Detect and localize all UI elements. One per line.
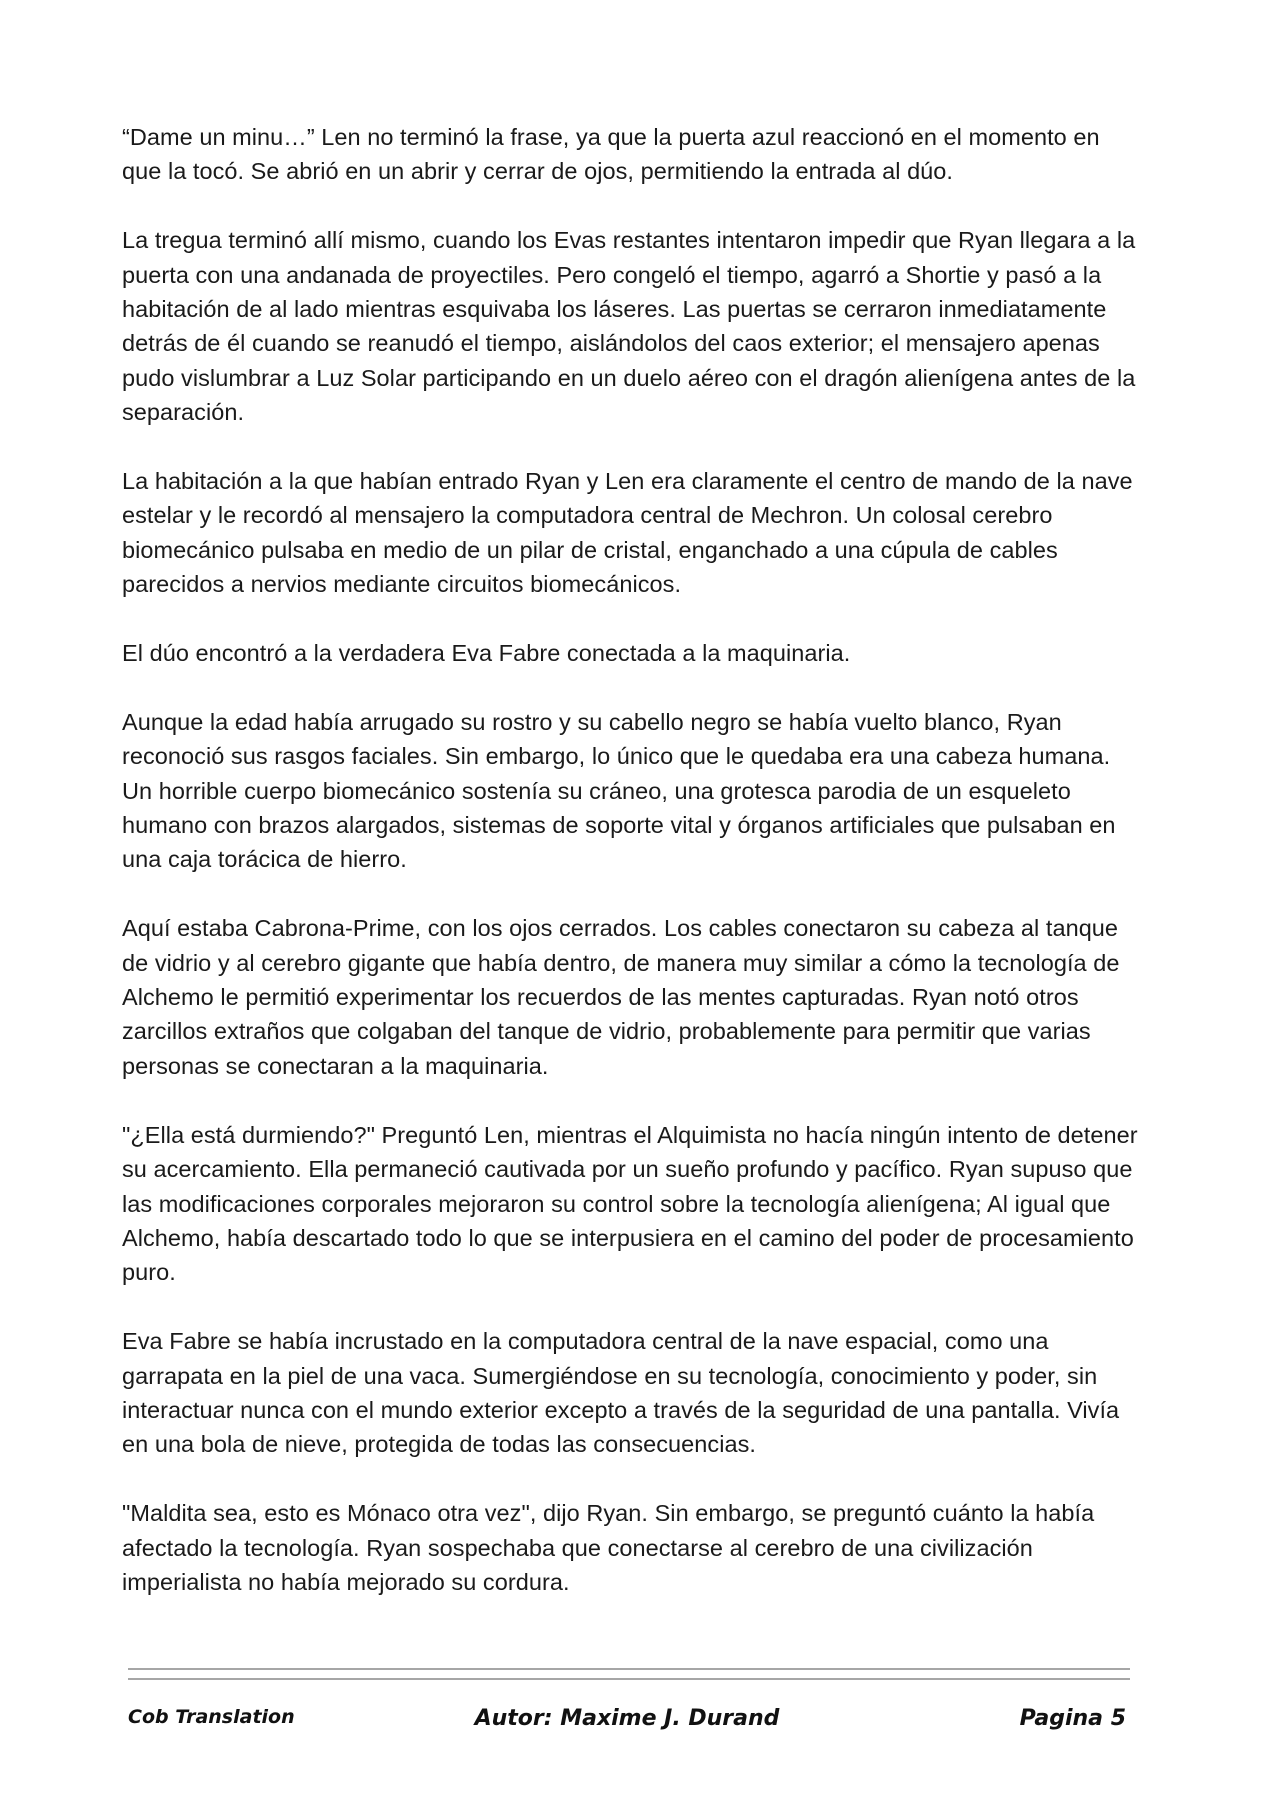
footer-rule-bottom <box>128 1678 1130 1680</box>
footer-translator: Cob Translation <box>128 1706 295 1728</box>
paragraph-1: “Dame un minu…” Len no terminó la frase, ya que la puerta azul reaccionó en el momento en que la tocó. Se abrió en un abrir y cerrar de ojos, permitiendo la entrada al dúo. <box>122 124 1100 185</box>
paragraph-2: La tregua terminó allí mismo, cuando los Evas restantes intentaron impedir que Ryan llegara a la puerta con una andanada de proyectiles. Pero congeló el tiempo, agarró a Shortie y pasó a la habitación de al lado mientras esquivaba los láseres. Las puertas se cerraron inmediatamente detrás de él cuando se reanudó el tiempo, aislándolos del caos exterior; el mensajero apenas pudo vislumbrar a Luz Solar participando en un duelo aéreo con el dragón alienígena antes de la separación. <box>122 227 1136 426</box>
paragraph-5: Aunque la edad había arrugado su rostro y su cabello negro se había vuelto blanco, Ryan reconoció sus rasgos faciales. Sin embargo, lo único que le quedaba era una cabeza humana. Un horrible cuerpo biomecánico sostenía su cráneo, una grotesca parodia de un esqueleto humano con brazos alargados, sistemas de soporte vital y órganos artificiales que pulsaban en una caja torácica de hierro. <box>122 708 1116 873</box>
paragraph-6: Aquí estaba Cabrona-Prime, con los ojos cerrados. Los cables conectaron su cabeza al tanque de vidrio y al cerebro gigante que había dentro, de manera muy similar a cómo la tecnología de Alchemo le permitió experimentar los recuerdos de las mentes capturadas. Ryan notó otros zarcillos extraños que colgaban del tanque de vidrio, probablemente para permitir que varias personas se conectaran a la maquinaria. <box>122 915 1120 1079</box>
footer-page-number: Pagina 5 <box>1019 1706 1126 1731</box>
document-body <box>122 120 1142 1634</box>
paragraph-8: Eva Fabre se había incrustado en la computadora central de la nave espacial, como una garrapata en la piel de una vaca. Sumergiéndose en su tecnología, conocimiento y poder, sin interactuar nunca con el mundo exterior excepto a través de la seguridad de una pantalla. Vivía en una bola de nieve, protegida de todas las consecuencias. <box>122 1328 1120 1458</box>
paragraph-3: La habitación a la que habían entrado Ryan y Len era claramente el centro de mando de la nave estelar y le recordó al mensajero la computadora central de Mechron. Un colosal cerebro biomecánico pulsaba en medio de un pilar de cristal, enganchado a una cúpula de cables parecidos a nervios mediante circuitos biomecánicos. <box>122 468 1133 598</box>
paragraph-4: El dúo encontró a la verdadera Eva Fabre conectada a la maquinaria. <box>122 640 851 667</box>
page-footer <box>128 1706 1126 1740</box>
paragraph-7: "¿Ella está durmiendo?" Preguntó Len, mientras el Alquimista no hacía ningún intento de detener su acercamiento. Ella permaneció cautivada por un sueño profundo y pacífico. Ryan supuso que las modificaciones corporales mejoraron su control sobre la tecnología alienígena; Al igual que Alchemo, había descartado todo lo que se interpusiera en el camino del poder de procesamiento puro. <box>122 1121 1138 1286</box>
paragraph-9: "Maldita sea, esto es Mónaco otra vez", dijo Ryan. Sin embargo, se preguntó cuánto la había afectado la tecnología. Ryan sospechaba que conectarse al cerebro de una civilización imperialista no había mejorado su cordura. <box>122 1500 1095 1595</box>
footer-author: Autor: Maxime J. Durand <box>474 1706 780 1731</box>
footer-rule-top <box>128 1668 1130 1670</box>
footer-divider <box>128 1668 1130 1688</box>
